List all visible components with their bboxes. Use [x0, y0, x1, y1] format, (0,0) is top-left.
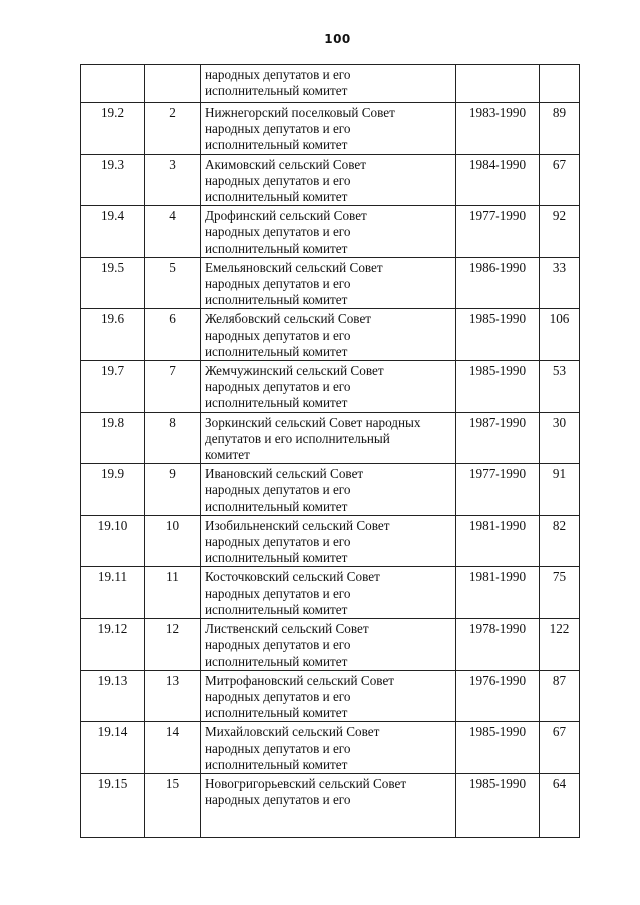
- row-number-cell: 4: [145, 206, 201, 258]
- fund-name-line: депутатов и его исполнительный: [205, 430, 390, 446]
- fund-name-cell: [201, 464, 456, 516]
- fund-name-line: народных депутатов и его: [205, 688, 351, 704]
- archive-table: [80, 64, 580, 838]
- files-count-cell: 67: [540, 722, 580, 774]
- table-body: [81, 65, 580, 838]
- table-row: [81, 567, 580, 619]
- row-number-cell: 10: [145, 515, 201, 567]
- fund-code-cell: 19.8: [81, 412, 145, 464]
- fund-name-line: Емельяновский сельский Совет: [205, 259, 383, 275]
- fund-name-cell: [201, 412, 456, 464]
- fund-name-line: Михайловский сельский Совет: [205, 724, 380, 740]
- fund-name-cell: [201, 309, 456, 361]
- years-cell: 1978-1990: [456, 619, 540, 671]
- files-count-cell: 82: [540, 515, 580, 567]
- table-row: [81, 464, 580, 516]
- files-count-cell: 122: [540, 619, 580, 671]
- fund-name-line: исполнительный комитет: [205, 756, 348, 772]
- years-cell: 1983-1990: [456, 103, 540, 155]
- fund-name-line: народных депутатов и его: [205, 792, 351, 808]
- files-count-cell: 53: [540, 361, 580, 413]
- row-number-cell: 9: [145, 464, 201, 516]
- fund-name-line: комитет: [205, 447, 250, 463]
- row-number-cell: 5: [145, 257, 201, 309]
- fund-name-cell: [201, 773, 456, 837]
- years-cell: 1984-1990: [456, 154, 540, 206]
- row-number-cell: 3: [145, 154, 201, 206]
- fund-name-cell: [201, 670, 456, 722]
- fund-code-cell: [81, 65, 145, 103]
- fund-code-cell: 19.9: [81, 464, 145, 516]
- fund-name-line: исполнительный комитет: [205, 601, 348, 617]
- fund-name-line: народных депутатов и его: [205, 637, 351, 653]
- fund-name-cell: [201, 515, 456, 567]
- fund-name-cell: [201, 154, 456, 206]
- row-number-cell: 12: [145, 619, 201, 671]
- table-row: [81, 412, 580, 464]
- fund-name-line: Новогригорьевский сельский Совет: [205, 775, 407, 791]
- table-row: [81, 361, 580, 413]
- fund-name-cell: [201, 103, 456, 155]
- files-count-cell: 89: [540, 103, 580, 155]
- fund-name-cell: [201, 257, 456, 309]
- fund-name-line: Акимовский сельский Совет: [205, 156, 367, 172]
- files-count-cell: 30: [540, 412, 580, 464]
- files-count-cell: 33: [540, 257, 580, 309]
- files-count-cell: 67: [540, 154, 580, 206]
- table-row: [81, 619, 580, 671]
- years-cell: 1977-1990: [456, 464, 540, 516]
- files-count-cell: 106: [540, 309, 580, 361]
- fund-name-line: исполнительный комитет: [205, 292, 348, 308]
- years-cell: 1981-1990: [456, 567, 540, 619]
- fund-code-cell: 19.14: [81, 722, 145, 774]
- years-cell: 1985-1990: [456, 309, 540, 361]
- fund-name-line: Косточковский сельский Совет: [205, 569, 380, 585]
- fund-name-cell: [201, 361, 456, 413]
- fund-name-line: исполнительный комитет: [205, 137, 348, 153]
- fund-name-line: народных депутатов и его: [205, 534, 351, 550]
- fund-name-line: исполнительный комитет: [205, 653, 348, 669]
- files-count-cell: [540, 65, 580, 103]
- table-row: [81, 515, 580, 567]
- fund-name-line: исполнительный комитет: [205, 343, 348, 359]
- fund-name-cell: [201, 65, 456, 103]
- fund-name-line: народных депутатов и его: [205, 327, 351, 343]
- fund-code-cell: 19.11: [81, 567, 145, 619]
- fund-name-line: Дрофинский сельский Совет: [205, 208, 367, 224]
- fund-code-cell: 19.2: [81, 103, 145, 155]
- fund-name-line: народных депутатов и его: [205, 482, 351, 498]
- row-number-cell: 6: [145, 309, 201, 361]
- fund-name-line: Желябовский сельский Совет: [205, 311, 372, 327]
- row-number-cell: 14: [145, 722, 201, 774]
- years-cell: 1976-1990: [456, 670, 540, 722]
- years-cell: 1986-1990: [456, 257, 540, 309]
- fund-code-cell: 19.5: [81, 257, 145, 309]
- years-cell: 1981-1990: [456, 515, 540, 567]
- fund-name-cell: [201, 722, 456, 774]
- table-row: [81, 257, 580, 309]
- years-cell: 1987-1990: [456, 412, 540, 464]
- row-number-cell: [145, 65, 201, 103]
- fund-name-line: народных депутатов и его: [205, 121, 351, 137]
- fund-name-line: Нижнегорский поселковый Совет: [205, 105, 395, 120]
- table-row-continuation: [81, 65, 580, 103]
- files-count-cell: 64: [540, 773, 580, 837]
- fund-name-line: народных депутатов и его: [205, 585, 351, 601]
- years-cell: [456, 65, 540, 103]
- years-cell: 1985-1990: [456, 722, 540, 774]
- fund-name-line: исполнительный комитет: [205, 189, 348, 205]
- files-count-cell: 91: [540, 464, 580, 516]
- row-number-cell: 13: [145, 670, 201, 722]
- row-number-cell: 2: [145, 103, 201, 155]
- fund-name-line: Зоркинский сельский Совет народных: [205, 414, 421, 430]
- fund-name-line: исполнительный комитет: [205, 83, 348, 99]
- fund-name-line: народных депутатов и его: [205, 740, 351, 756]
- years-cell: 1977-1990: [456, 206, 540, 258]
- fund-name-line: народных депутатов и его: [205, 379, 351, 395]
- fund-name-line: Митрофановский сельский Совет: [205, 672, 395, 688]
- table-row: [81, 154, 580, 206]
- row-number-cell: 7: [145, 361, 201, 413]
- table-row: [81, 722, 580, 774]
- fund-name-line: Ивановский сельский Совет: [205, 466, 364, 482]
- table-row: [81, 309, 580, 361]
- years-cell: 1985-1990: [456, 773, 540, 837]
- fund-code-cell: 19.12: [81, 619, 145, 671]
- years-cell: 1985-1990: [456, 361, 540, 413]
- row-number-cell: 11: [145, 567, 201, 619]
- fund-name-line: исполнительный комитет: [205, 550, 348, 566]
- fund-name-cell: [201, 206, 456, 258]
- row-number-cell: 8: [145, 412, 201, 464]
- table-row: [81, 670, 580, 722]
- fund-name-cell: [201, 619, 456, 671]
- fund-code-cell: 19.7: [81, 361, 145, 413]
- fund-name-line: исполнительный комитет: [205, 498, 348, 514]
- fund-name-line: исполнительный комитет: [205, 240, 348, 256]
- fund-name-line: Жемчужинский сельский Совет: [205, 363, 384, 379]
- fund-name-line: Изобильненский сельский Совет: [205, 517, 390, 533]
- fund-code-cell: 19.10: [81, 515, 145, 567]
- files-count-cell: 92: [540, 206, 580, 258]
- fund-name-cell: [201, 567, 456, 619]
- files-count-cell: 75: [540, 567, 580, 619]
- table-row: [81, 773, 580, 837]
- fund-code-cell: 19.13: [81, 670, 145, 722]
- fund-name-line: народных депутатов и его: [205, 67, 351, 82]
- fund-code-cell: 19.3: [81, 154, 145, 206]
- page-number: 100: [324, 32, 351, 46]
- table-row: [81, 206, 580, 258]
- fund-code-cell: 19.15: [81, 773, 145, 837]
- fund-name-line: народных депутатов и его: [205, 224, 351, 240]
- fund-name-line: исполнительный комитет: [205, 395, 348, 411]
- fund-name-line: народных депутатов и его: [205, 276, 351, 292]
- fund-name-line: народных депутатов и его: [205, 172, 351, 188]
- fund-code-cell: 19.4: [81, 206, 145, 258]
- row-number-cell: 15: [145, 773, 201, 837]
- files-count-cell: 87: [540, 670, 580, 722]
- fund-name-line: исполнительный комитет: [205, 705, 348, 721]
- table-row: [81, 103, 580, 155]
- fund-name-line: Лиственский сельский Совет: [205, 621, 369, 637]
- fund-code-cell: 19.6: [81, 309, 145, 361]
